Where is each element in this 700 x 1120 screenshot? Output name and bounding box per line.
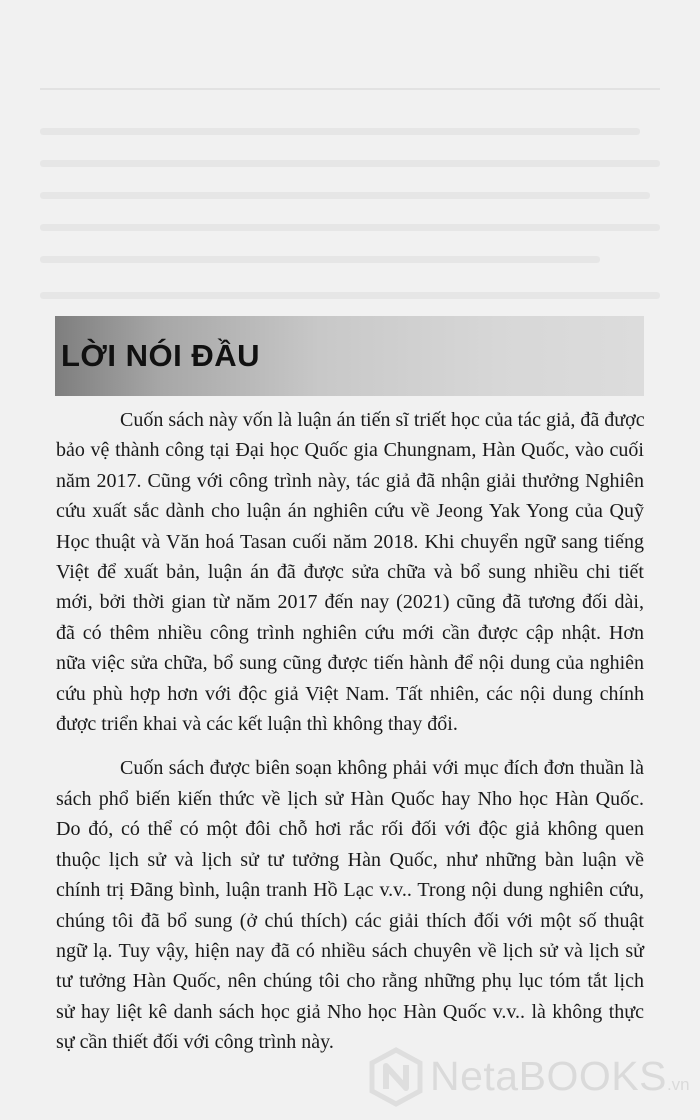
text-line: cứu xuất sắc dành cho luận án nghiên cứu về Jeong Yak Yong của Quỹ [56,500,644,523]
text-line: năm 2017. Cũng với công trình này, tác giả đã nhận giải thưởng Nghiên [56,469,644,492]
text-line: Do đó, có thể có một đôi chỗ hơi rắc rối đối với độc giả không quen [56,818,644,841]
text-line: sự cần thiết đối với công trình này. [56,1031,334,1054]
text-line: đã có thêm nhiều công trình nghiên cứu mới cần được cập nhật. Hơn [56,621,644,644]
ghost-line [40,128,640,135]
text-line: Việt để xuất bản, luận án đã được sửa chữa và bổ sung nhiều chi tiết [56,561,644,584]
watermark-brand [430,1051,690,1110]
ghost-line [40,160,660,167]
heading-band [55,316,644,396]
text-line: Học thuật và Văn hoá Tasan cuối năm 2018. Khi chuyển ngữ sang tiếng [56,530,644,553]
hexagon-n-logo-icon [366,1047,426,1107]
text-line: sử hay liệt kê danh sách học giả Nho học Hàn Quốc v.v.. là không thực [56,1000,644,1023]
paragraph-2 [56,753,644,1057]
ghost-line [40,224,660,231]
text-line: chúng tôi đã bổ sung (ở chú thích) các giải thích đối với một số thuật [56,909,644,932]
text-line: mới, bởi thời gian từ năm 2017 đến nay (2021) cũng đã tương đối dài, [56,591,644,614]
watermark [366,1047,696,1107]
page-title: LỜI NÓI ĐẦU [61,338,260,373]
text-line: tư tưởng Hàn Quốc, nên chúng tôi cho rằng những phụ lục tóm tắt lịch [56,970,644,993]
text-line: bảo vệ thành công tại Đại học Quốc gia Chungnam, Hàn Quốc, vào cuối [56,439,644,462]
ghost-running-header [40,28,660,90]
text-line: ngữ lạ. Tuy vậy, hiện nay đã có nhiều sách chuyên về lịch sử và lịch sử [56,939,644,962]
text-line: thuộc lịch sử và lịch sử tư tưởng Hàn Quốc, như những bàn luận về [56,848,644,871]
text-line: nữa việc sửa chữa, bổ sung cũng được tiến hành để nội dung của nghiên [56,652,644,675]
text-line: Cuốn sách được biên soạn không phải với mục đích đơn thuần là [120,757,644,780]
text-line: Cuốn sách này vốn là luận án tiến sĩ triết học của tác giả, đã được [120,409,645,431]
ghost-line [40,192,650,199]
text-line: sách phổ biến kiến thức về lịch sử Hàn Quốc hay Nho học Hàn Quốc. [56,787,644,810]
watermark-brand-text: NetaBOOKS [430,1053,667,1099]
paragraph-1 [56,405,644,739]
ghost-line [40,292,660,299]
text-line: cứu phù hợp hơn với độc giả Việt Nam. Tất nhiên, các nội dung chính [56,682,644,705]
ghost-line [40,256,600,263]
watermark-suffix: .vn [666,1075,690,1094]
text-line: được triển khai và các kết luận thì không thay đổi. [56,713,458,736]
text-line: chính trị Đãng bình, luận tranh Hồ Lạc v.v.. Trong nội dung nghiên cứu, [56,879,644,902]
body-text [56,405,644,1072]
